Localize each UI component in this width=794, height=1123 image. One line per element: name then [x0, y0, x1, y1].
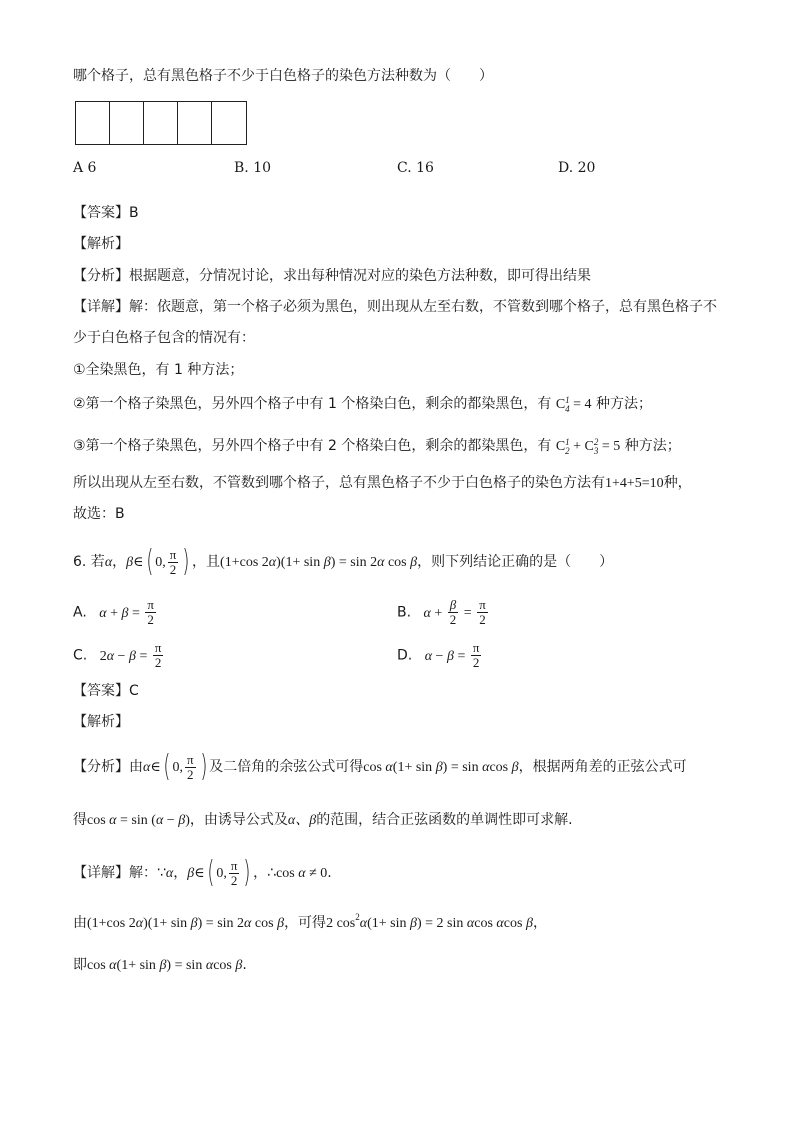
q6-equation: (1+cos 2α)(1+ sin β) = sin 2α cos β	[220, 555, 418, 570]
q5-option-a: A 6	[73, 160, 97, 176]
option-label: C.	[73, 647, 88, 664]
q6-stem-end: ，则下列结论正确的是（ ）	[417, 554, 614, 570]
analysis-text: 得	[73, 812, 87, 828]
detail-text: ，可得	[284, 915, 327, 931]
combination-formula: C 1 4 = 4	[555, 394, 592, 414]
q6-detail-2: 由(1+cos 2α)(1+ sin β) = sin 2α cos β，可得2 $\cos^2\alpha(1+ \sin \beta) = 2$ sin αcos αcos β，	[73, 912, 547, 931]
q6-answer: 【答案】C	[73, 683, 139, 699]
grid-cell	[110, 102, 144, 144]
q5-analysis-head: 【解析】	[73, 236, 129, 252]
q5-option-d: D. 20	[558, 160, 596, 176]
case-3-tail: 种方法；	[624, 438, 681, 454]
q5-option-b: B. 10	[234, 160, 272, 176]
detail-text: 即	[73, 957, 87, 973]
option-label: B.	[397, 604, 412, 621]
q6-analysis-2: 得cos α = sin (α − β)，由诱导公式及α、β的范围，结合正弦函数的单调性即可求解.	[73, 812, 573, 828]
summary-tail: 种，	[663, 475, 692, 491]
q5-case-1: ①全染黑色，有 1 种方法；	[73, 362, 244, 378]
q6-detail-3: 即cos α(1+ sin β) = sin αcos β.	[73, 957, 247, 973]
alpha-beta: α	[104, 555, 113, 570]
q6-analysis-1: 【分析】由α∈( 0, $\frac{\pi}{2}$ ) 及二倍角的余弦公式可得cos α(1+ sin β) = sin αcos β，根据两角差的正弦公式可	[73, 749, 687, 784]
summary-text: 所以出现从左至右数，不管数到哪个格子，总有黑色格子不少于白色格子的染色方法有	[73, 475, 605, 491]
grid-cell	[76, 102, 110, 144]
q6-analysis-head: 【解析】	[73, 714, 129, 730]
case-2-text: ②第一个格子染黑色，另外四个格子中有 1 个格染白色，剩余的都染黑色，有	[73, 396, 552, 412]
q6-option-a: A. α + β = $\frac{\pi}{2}$	[73, 597, 154, 627]
q5-answer: 【答案】B	[73, 205, 139, 221]
grid-cell	[212, 102, 246, 144]
q6-stem-mid: ，且	[192, 554, 221, 570]
q5-summary	[73, 473, 692, 494]
q6-option-d: D. α − β = $\frac{\pi}{2}$	[397, 640, 480, 670]
analysis-text: ，由诱导公式及	[189, 812, 288, 828]
detail-text: ，	[532, 915, 547, 931]
analysis-text: ，根据两角差的正弦公式可	[518, 759, 687, 775]
sum-formula: 1+4+5=10	[605, 476, 664, 491]
coloring-grid	[75, 101, 247, 145]
q5-analysis: 【分析】根据题意，分情况讨论，求出每种情况对应的染色方法种数，即可得出结果	[73, 268, 591, 284]
q5-conclusion: 故选：B	[73, 506, 125, 522]
option-label: A.	[73, 604, 87, 621]
q6-detail-1: 【详解】解：∵α，β∈( 0, $\frac{\pi}{2}$ ) ，∴cos α ≠ 0.	[73, 855, 332, 890]
detail-text: 由	[73, 915, 87, 931]
q5-detail-1: 【详解】解：依题意，第一个格子必须为黑色，则出现从左至右数，不管数到哪个格子，总有黑色格子不	[73, 299, 717, 315]
detail-text: 【详解】解：∵	[73, 865, 166, 881]
option-label: D.	[397, 647, 413, 664]
grid-cell	[178, 102, 212, 144]
q5-case-2	[73, 394, 652, 415]
q6-option-c: C. 2α − β = $\frac{\pi}{2}$	[73, 640, 162, 670]
q5-detail-2: 少于白色格子包含的情况有：	[73, 330, 255, 346]
q5-case-3	[73, 436, 681, 457]
case-3-text: ③第一个格子染黑色，另外四个格子中有 2 个格染白色，剩余的都染黑色，有	[73, 438, 552, 454]
q6-stem: 6. 若α，β∈( 0, $\frac{\pi}{2}$ ) ，且(1+cos 2α)(1+ sin β) = sin 2α cos β，则下列结论正确的是（ ）	[73, 544, 614, 579]
analysis-text: 的范围，结合正弦函数的单调性即可求解.	[316, 812, 573, 828]
q5-option-c: C. 16	[397, 160, 434, 176]
analysis-text: 及二倍角的余弦公式可得	[209, 759, 364, 775]
q6-number: 6. 若	[73, 554, 105, 570]
q5-stem-tail: 哪个格子，总有黑色格子不少于白色格子的染色方法种数为（ ）	[73, 68, 493, 84]
case-2-tail: 种方法；	[596, 396, 653, 412]
combination-formula: C 1 2 + C 2 3 = 5	[555, 436, 621, 456]
analysis-text: 【分析】由	[73, 759, 143, 775]
detail-text: ，∴	[253, 865, 277, 881]
grid-cell	[144, 102, 178, 144]
q6-option-b: B. α + $\frac{\beta}{2}$ = $\frac{\pi}{2}$	[397, 597, 486, 627]
